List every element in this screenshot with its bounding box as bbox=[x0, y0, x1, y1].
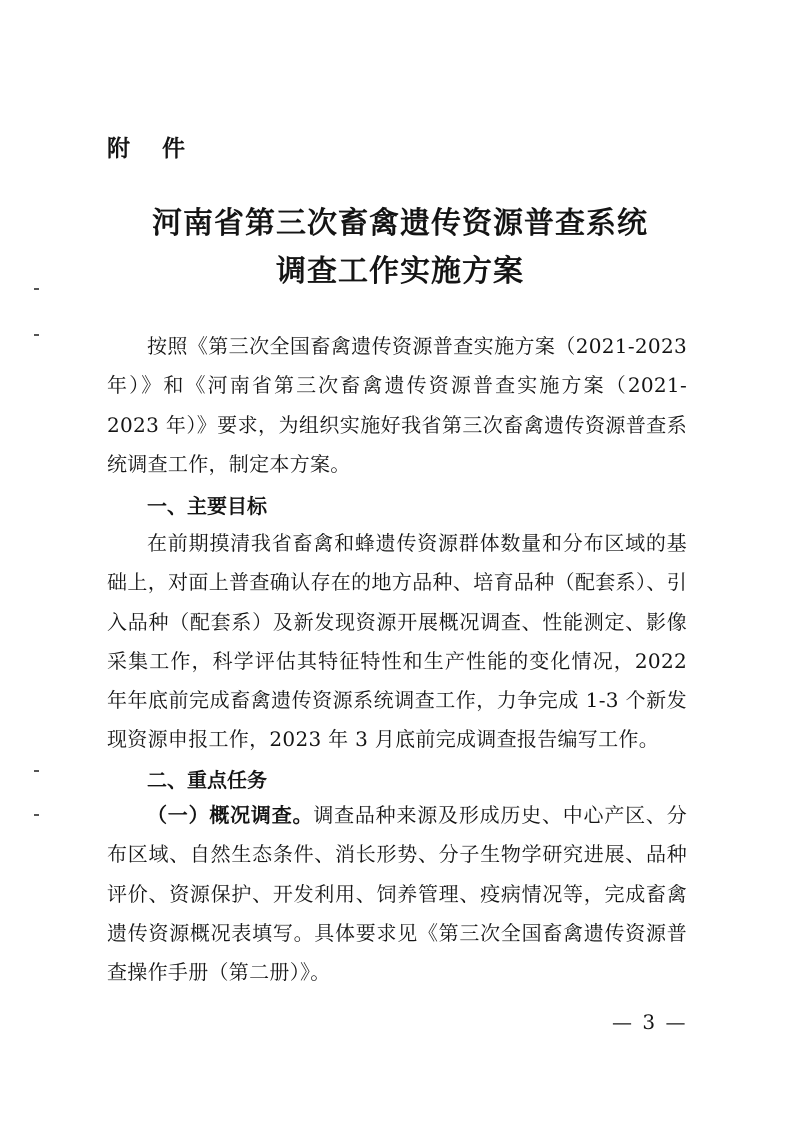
attachment-label: 附 件 bbox=[107, 136, 198, 162]
document-title-line2: 调查工作实施方案 bbox=[276, 254, 524, 289]
section1-paragraph: 在前期摸清我省畜禽和蜂遗传资源群体数量和分布区域的基础上，对面上普查确认存在的地方品种、培育品种（配套系）、引入品种（配套系）及新发现资源开展概况调查、性能测定、影像采集工作，科学评估其特征特性和生产性能的变化情况，2022 年年底前完成畜禽遗传资源系统调查工作，力争完成 1-3 个新发现资源申报工作，2023 年 3 月底前完成调查报告编写工作。 bbox=[107, 531, 687, 752]
section1-heading: 一、主要目标 bbox=[147, 494, 267, 518]
scan-mark bbox=[34, 334, 39, 336]
subsection1-lead: （一）概况调查。 bbox=[147, 803, 314, 827]
document-title-line1: 河南省第三次畜禽遗传资源普查系统 bbox=[152, 206, 648, 241]
subsection1-paragraph bbox=[107, 796, 687, 992]
page-number: — 3 — bbox=[612, 1010, 688, 1034]
subsection1-text: 调查品种来源及形成历史、中心产区、分布区域、自然生态条件、消长形势、分子生物学研究进展、品种评价、资源保护、开发利用、饲养管理、疫病情况等，完成畜禽遗传资源概况表填写。具体要求见《第三次全国畜禽遗传资源普查操作手册（第二册）》。 bbox=[107, 803, 687, 985]
section2-heading: 二、重点任务 bbox=[147, 768, 267, 792]
intro-paragraph: 按照《第三次全国畜禽遗传资源普查实施方案（2021-2023 年）》和《河南省第三次畜禽遗传资源普查实施方案（2021-2023 年）》要求，为组织实施好我省第三次畜禽遗传资源普查系统调查工作，制定本方案。 bbox=[107, 334, 687, 476]
scan-mark bbox=[34, 288, 39, 290]
scan-mark bbox=[34, 814, 39, 816]
scan-mark bbox=[34, 770, 39, 772]
